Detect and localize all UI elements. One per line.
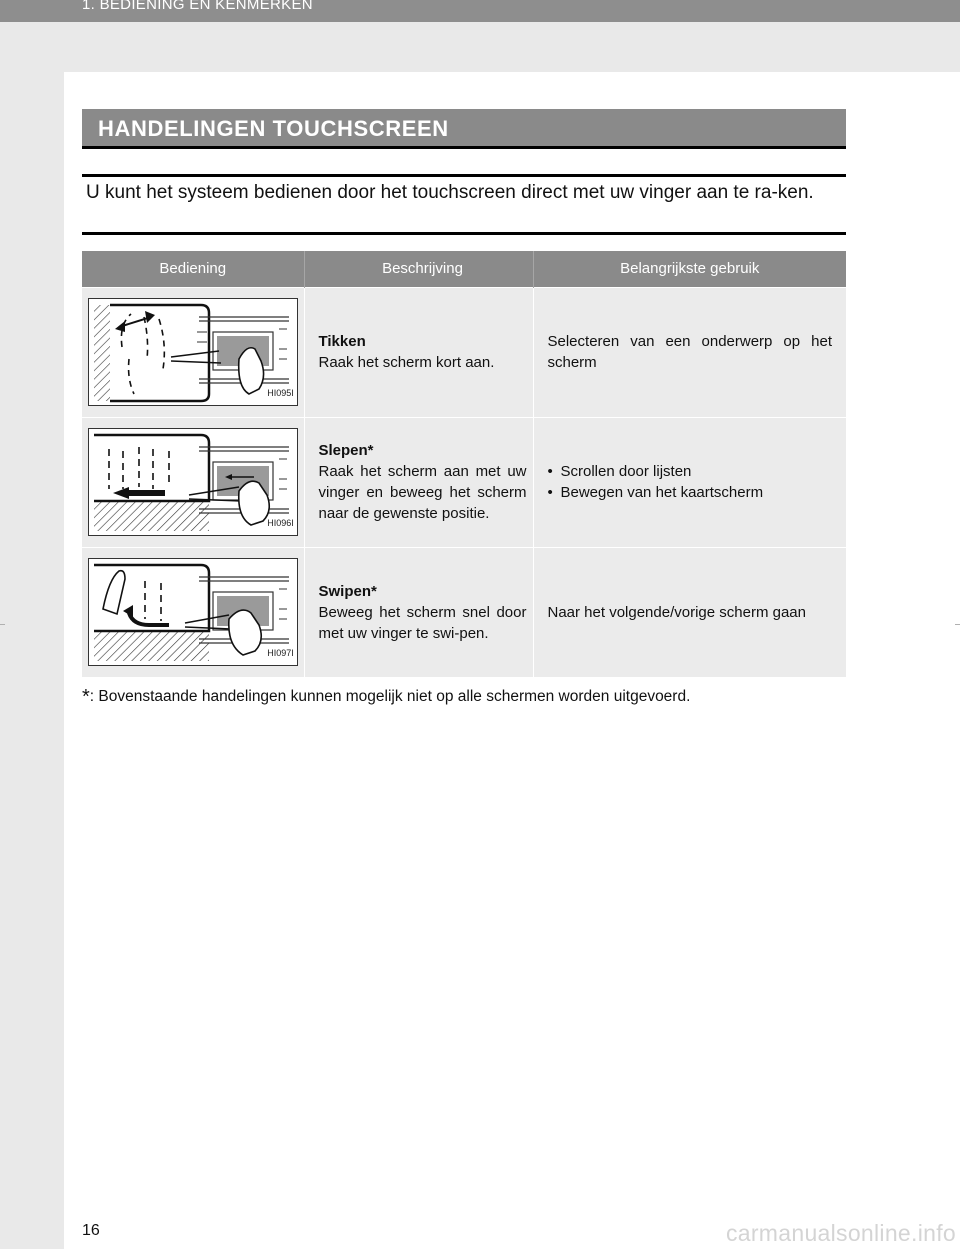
usage-list xyxy=(548,461,833,503)
illustration-cell xyxy=(82,417,304,547)
crop-mark xyxy=(0,624,5,625)
operation-description: Beweeg het scherm snel door met uw vinger te swi-pen. xyxy=(318,603,527,642)
illustration-cell xyxy=(82,287,304,417)
drag-illustration xyxy=(88,428,298,536)
usage-cell xyxy=(533,287,846,417)
illustration-code: HI096I xyxy=(267,518,294,528)
tap-illustration xyxy=(88,298,298,406)
operation-description: Raak het scherm aan met uw vinger en beweeg het scherm naar de gewenste positie. xyxy=(318,463,527,522)
section-header xyxy=(82,109,846,149)
header-main-use: Belangrijkste gebruik xyxy=(533,251,846,287)
operation-name: Swipen* xyxy=(318,582,377,600)
illustration-cell xyxy=(82,547,304,677)
description-cell xyxy=(304,417,533,547)
tap-gesture-icon xyxy=(89,299,297,405)
usage-cell xyxy=(533,547,846,677)
crop-mark xyxy=(955,624,960,625)
intro-box xyxy=(82,174,846,235)
description-cell xyxy=(304,547,533,677)
illustration-code: HI097I xyxy=(267,648,294,658)
watermark: carmanualsonline.info xyxy=(725,1220,956,1246)
usage-text: Selecteren van een onderwerp op het scherm xyxy=(547,333,832,371)
operation-description: Raak het scherm kort aan. xyxy=(318,354,495,371)
swipe-gesture-icon xyxy=(89,559,297,665)
running-head: 1. BEDIENING EN KENMERKEN xyxy=(82,0,313,13)
operation-name: Tikken xyxy=(318,333,366,350)
table-row xyxy=(82,417,846,547)
footnote xyxy=(82,686,846,709)
usage-text: Naar het volgende/vorige scherm gaan xyxy=(547,603,806,621)
footnote-mark: * xyxy=(82,686,90,708)
description-cell xyxy=(304,287,533,417)
header-description: Beschrijving xyxy=(304,251,533,287)
usage-cell xyxy=(533,417,846,547)
list-item: • Scrollen door lijsten xyxy=(548,461,833,482)
page-number: 16 xyxy=(82,1222,100,1239)
intro-text: U kunt het systeem bedienen door het touchscreen direct met uw vinger aan te ra-ken. xyxy=(86,182,814,203)
table-row xyxy=(82,547,846,677)
illustration-code: HI095I xyxy=(267,388,294,398)
operation-name: Slepen* xyxy=(318,442,374,459)
table-row xyxy=(82,287,846,417)
header-operation: Bediening xyxy=(82,251,304,287)
drag-gesture-icon xyxy=(89,429,297,535)
running-head-bar xyxy=(0,0,960,22)
list-item: • Bewegen van het kaartscherm xyxy=(548,482,833,503)
swipe-illustration xyxy=(88,558,298,666)
operations-table xyxy=(82,251,846,678)
footnote-text: : Bovenstaande handelingen kunnen mogelijk niet op alle schermen worden uitgevoerd. xyxy=(89,688,691,705)
table-header-row xyxy=(82,251,846,287)
section-title: HANDELINGEN TOUCHSCREEN xyxy=(98,116,449,141)
